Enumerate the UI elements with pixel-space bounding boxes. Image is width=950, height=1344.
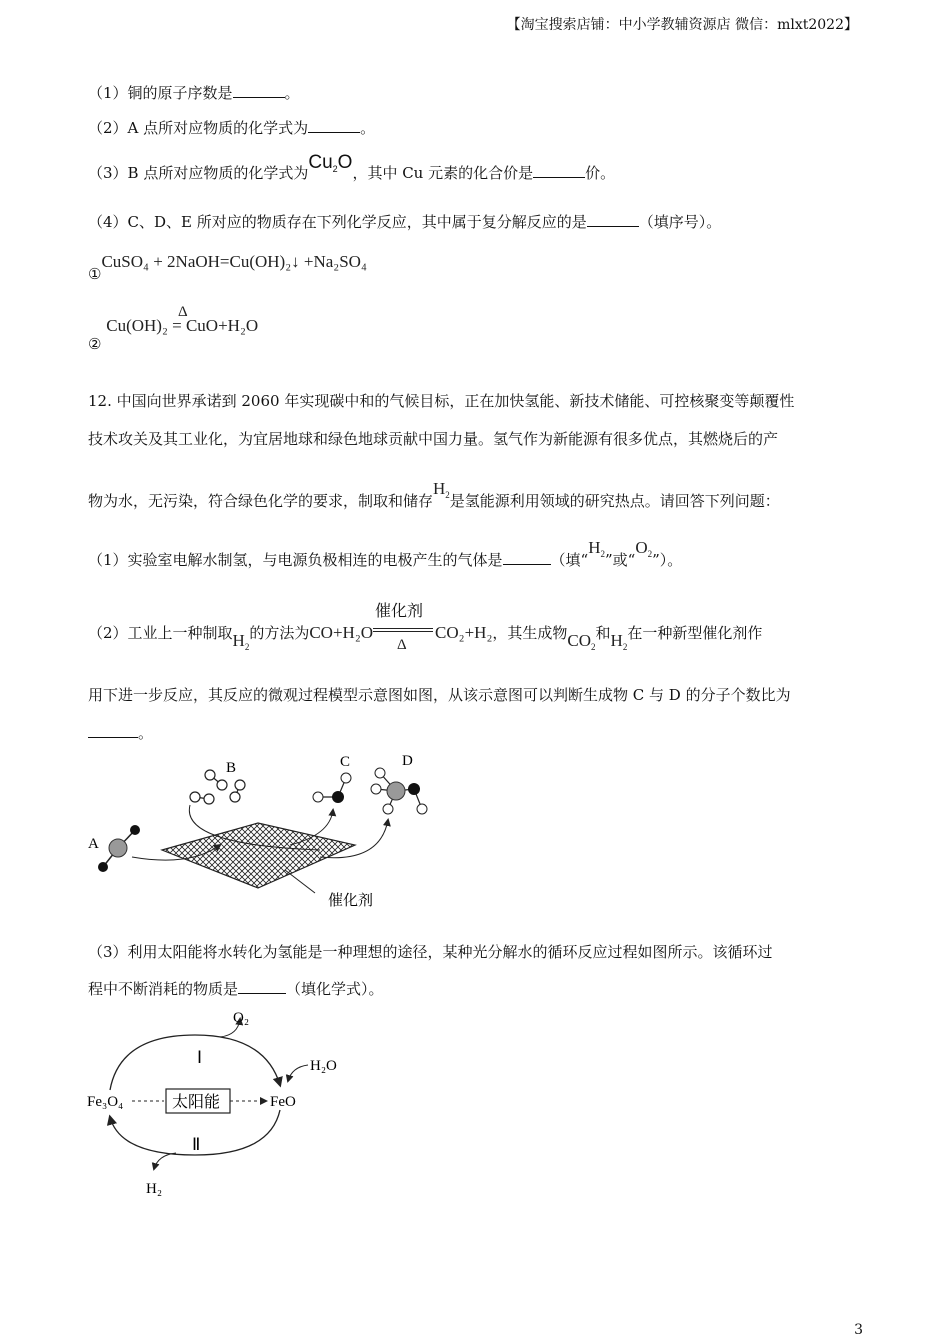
label-feo: FeO: [270, 1094, 296, 1110]
formula-h2: [233, 631, 250, 650]
formula-h2: [611, 631, 628, 650]
condition-catalyst: 催化剂: [375, 601, 424, 620]
q12-stem-line1: 12. 中国向世界承诺到 2060 年实现碳中和的气候目标，正在加快氢能、新技术储能、可控核聚变等颠覆性: [88, 392, 795, 410]
label-o2: O₂: [233, 1010, 250, 1026]
catalyst-surface: [162, 823, 355, 888]
answer-blank: [88, 723, 138, 738]
label-h2: H₂: [146, 1181, 163, 1197]
label-step-1: Ⅰ: [197, 1048, 203, 1067]
formula-h: H: [610, 631, 623, 650]
formula-h2: [433, 479, 450, 498]
molecule-a: [98, 825, 140, 872]
q12-part1: [88, 538, 683, 577]
label-fe3o4: Fe₃O₄: [87, 1094, 124, 1110]
molecule-b: [190, 770, 245, 804]
arrow-h2: [154, 1153, 176, 1169]
formula-sub: 2: [600, 549, 605, 559]
reaction-2-condition: Δ: [178, 304, 188, 320]
formula-sub: 2: [445, 490, 450, 500]
q12-stem-line3-text: 物为水，无污染，符合绿色化学的要求，制取和储存: [88, 492, 434, 510]
reaction-2: [88, 304, 259, 353]
q11-part4: [88, 211, 721, 233]
equation-left: CO+H₂O: [309, 623, 374, 642]
q12-part2-text5: 在一种新型催化剂作: [627, 624, 763, 642]
q11-part4-text: （4）C、D、E 所对应的物质存在下列化学反应，其中属于复分解反应的是: [88, 213, 587, 231]
catalyst-reaction-diagram: [80, 745, 440, 915]
q12-part3-text2: （填化学式）。: [286, 980, 384, 998]
catalyst-pointer: [285, 870, 315, 893]
label-b: B: [226, 760, 237, 776]
formula-o: O: [635, 538, 648, 557]
formula-sub: 2: [244, 642, 250, 652]
formula-co2: [567, 631, 595, 650]
q12-part2-text4: 和: [595, 624, 611, 642]
solar-cycle-diagram: [80, 1005, 370, 1205]
formula-co: CO: [567, 631, 592, 650]
formula-sub: 2: [622, 642, 628, 652]
page-number: 3: [854, 1322, 863, 1338]
formula-o: O: [337, 152, 353, 173]
formula-cu2o: [308, 152, 352, 173]
q12-part3-line1: （3）利用太阳能将水转化为氢能是一种理想的途径，某种光分解水的循环反应过程如图所示。该循环过: [88, 943, 773, 961]
q11-part3-text2: ，其中 Cu 元素的化合价是: [352, 164, 534, 182]
reaction-2-number: ②: [88, 335, 102, 353]
q12-part2-text: （2）工业上一种制取: [88, 624, 233, 642]
equation-right: CO₂+H₂: [435, 623, 493, 642]
label-a: A: [88, 836, 99, 852]
q12-part2-text3: ，其生成物: [492, 624, 568, 642]
reaction-2-equation: Cu(OH)₂ = CuO+H₂O: [106, 316, 259, 335]
page-header: 【淘宝搜索店铺：中小学教辅资源店 微信：mlxt2022】: [506, 17, 858, 33]
q12-part3-text: 程中不断消耗的物质是: [88, 980, 239, 998]
q12-part2-line2: 用下进一步反应，其反应的微观过程模型示意图如图，从该示意图可以判断生成物 C 与 D 的分子个数比为: [88, 686, 791, 704]
label-catalyst: 催化剂: [328, 891, 374, 909]
condition-heat: Δ: [397, 637, 407, 653]
formula-sub: 2: [332, 164, 338, 174]
q12-stem-line3: [88, 479, 780, 518]
formula-h: H: [588, 538, 601, 557]
arc-step-1: [110, 1035, 280, 1090]
q12-part1-end: ”）。: [652, 551, 683, 569]
label-solar: 太阳能: [172, 1092, 221, 1111]
answer-blank: [503, 550, 551, 565]
formula-h: H: [433, 479, 446, 498]
reaction-1-number: ①: [88, 265, 102, 283]
reaction-1-equation: CuSO₄ + 2NaOH=Cu(OH)₂↓ +Na₂SO₄: [101, 252, 367, 271]
q12-part1-text3: ”或“: [605, 551, 636, 569]
q12-part2-text2: 的方法为: [249, 624, 310, 642]
label-h2o: H₂O: [310, 1058, 337, 1074]
q11-part2-end: 。: [360, 119, 376, 137]
q12-part3-line2: [88, 978, 384, 1000]
q11-part4-end: （填序号）。: [638, 213, 722, 231]
label-d: D: [402, 753, 413, 769]
molecule-c: [313, 773, 351, 803]
label-c: C: [340, 754, 351, 770]
q11-part3-end: 价。: [585, 164, 616, 182]
q11-part2-text: （2）A 点所对应物质的化学式为: [88, 119, 309, 137]
option-o2: [635, 538, 652, 557]
q12-stem-line3-text2: 是氢能源利用领域的研究热点。请回答下列问题：: [449, 492, 780, 510]
q11-part1-end: 。: [284, 84, 300, 102]
q11-part3-text: （3）B 点所对应物质的化学式为: [88, 164, 309, 182]
q12-part1-text: （1）实验室电解水制氢，与电源负极相连的电极产生的气体是: [88, 551, 503, 569]
formula-cu: Cu: [308, 152, 333, 173]
formula-sub: 2: [591, 642, 596, 652]
q11-part3: [88, 152, 616, 190]
answer-blank: [587, 212, 639, 227]
q12-part2-line3: [88, 722, 153, 744]
formula-h: H: [232, 631, 245, 650]
reaction-1: [88, 252, 367, 283]
q12-stem-line2: 技术攻关及其工业化，为宜居地球和绿色地球贡献中国力量。氢气作为新能源有很多优点，其燃烧后的产: [88, 430, 779, 448]
q11-part1-text: （1）铜的原子序数是: [88, 84, 233, 102]
q11-part1: [88, 82, 300, 104]
label-step-2: Ⅱ: [192, 1135, 201, 1154]
arrow-h2o: [288, 1065, 308, 1081]
answer-blank: [238, 979, 286, 994]
answer-blank: [233, 83, 285, 98]
q12-part2-line1: [88, 601, 763, 653]
q12-part1-text2: （填“: [550, 551, 589, 569]
option-h2: [588, 538, 605, 557]
molecule-d: [371, 768, 427, 814]
answer-blank: [533, 163, 585, 178]
formula-sub: 2: [647, 549, 653, 559]
equals-sign: [373, 628, 433, 632]
q11-part2: [88, 117, 375, 139]
q12-part2-end: 。: [138, 724, 154, 742]
reaction-condition: [373, 601, 435, 653]
answer-blank: [308, 118, 360, 133]
